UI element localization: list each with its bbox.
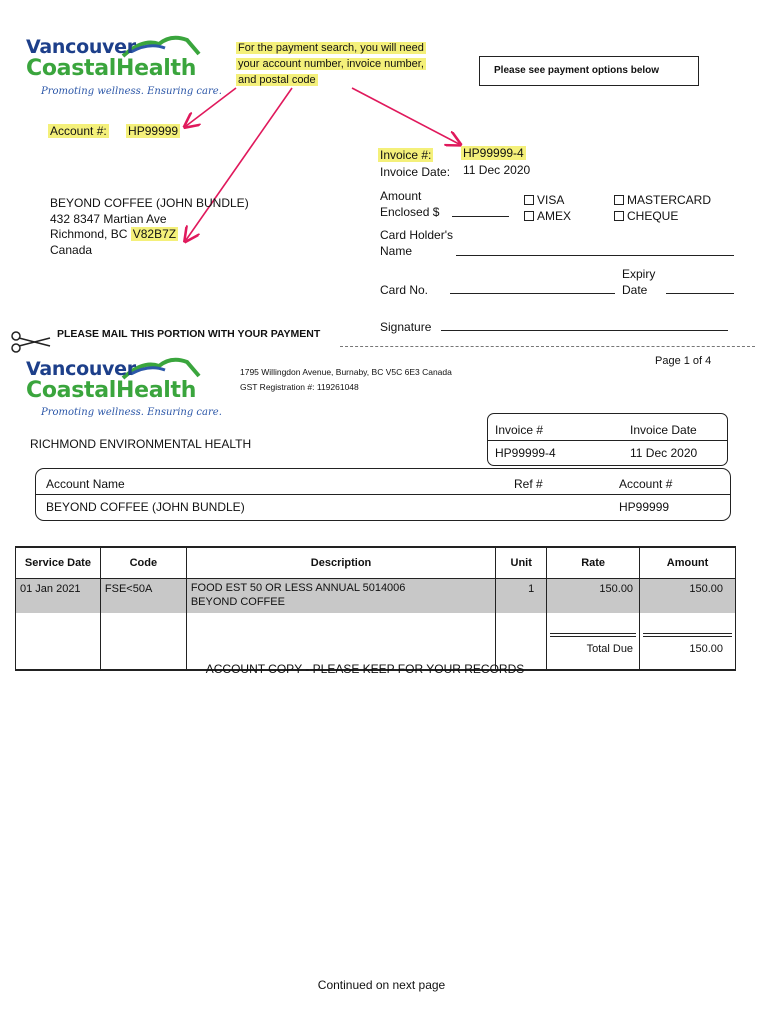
total-value: 150.00 xyxy=(640,639,736,670)
note-line2: your account number, invoice number, xyxy=(238,58,424,70)
cell-service-date: 01 Jan 2021 xyxy=(16,579,101,614)
customer-address xyxy=(50,196,249,258)
payment-options-text: Please see payment options below xyxy=(494,65,660,76)
header-rate: Rate xyxy=(547,547,640,579)
scissors-icon xyxy=(10,330,54,354)
logo-tagline: Promoting wellness. Ensuring care. xyxy=(41,407,222,418)
customer-postal: V82B7Z xyxy=(132,227,177,241)
table-header xyxy=(16,547,736,579)
invoice-date-header: Invoice Date xyxy=(630,423,697,437)
cell-code: FSE<50A xyxy=(100,579,186,614)
invoice-info-box xyxy=(487,413,728,466)
header-description: Description xyxy=(186,547,495,579)
mail-notice: PLEASE MAIL THIS PORTION WITH YOUR PAYMENT xyxy=(57,328,321,340)
account-name-value: BEYOND COFFEE (JOHN BUNDLE) xyxy=(46,500,245,514)
customer-name: BEYOND COFFEE (JOHN BUNDLE) xyxy=(50,196,249,210)
mastercard-option[interactable]: MASTERCARD xyxy=(614,192,711,208)
total-label: Total Due xyxy=(547,639,640,670)
amex-option[interactable]: AMEX xyxy=(524,208,571,224)
logo-line2: CoastalHealth xyxy=(26,56,197,81)
amount-label: Amount Enclosed $ xyxy=(380,189,440,219)
account-row xyxy=(48,124,180,138)
cardholder-label: Card Holder's Name xyxy=(380,228,453,258)
header-unit: Unit xyxy=(496,547,547,579)
signature-field[interactable] xyxy=(441,330,728,331)
cell-description: FOOD EST 50 OR LESS ANNUAL 5014006 BEYOND COFFEE xyxy=(186,579,495,614)
account-label: Account #: xyxy=(50,124,107,138)
note-line3: and postal code xyxy=(238,74,316,86)
cut-line xyxy=(340,346,755,347)
header-service-date: Service Date xyxy=(16,547,101,579)
company-address: 1795 Willingdon Avenue, Burnaby, BC V5C 6E3 Canada xyxy=(240,367,452,377)
logo-line1: Vancouver xyxy=(26,36,136,58)
cell-rate: 150.00 xyxy=(547,579,640,614)
cell-unit: 1 xyxy=(496,579,547,614)
page-number: Page 1 of 4 xyxy=(655,355,712,367)
invoice-label: Invoice #: xyxy=(380,148,432,162)
cheque-option[interactable]: CHEQUE xyxy=(614,208,711,224)
gst-registration: GST Registration #: 119261048 xyxy=(240,382,359,392)
amex-checkbox[interactable] xyxy=(524,211,534,221)
invoice-value: HP99999-4 xyxy=(463,146,524,160)
account-no-value: HP99999 xyxy=(619,500,670,514)
header-amount: Amount xyxy=(640,547,736,579)
logo-line1: Vancouver xyxy=(26,358,136,380)
ref-label: Ref # xyxy=(514,477,543,491)
note-line1: For the payment search, you will need xyxy=(238,42,424,54)
customer-city: Richmond, BC xyxy=(50,227,128,241)
payment-options-box xyxy=(479,56,699,86)
arrow-to-account xyxy=(186,88,236,126)
logo-tagline: Promoting wellness. Ensuring care. xyxy=(41,86,222,97)
account-info-box xyxy=(35,468,731,521)
account-name-label: Account Name xyxy=(46,477,125,491)
card-no-label: Card No. xyxy=(380,283,429,297)
table-row xyxy=(16,579,736,614)
expiry-label: Expiry Date xyxy=(622,267,656,297)
account-copy-notice: ACCOUNT COPY - PLEASE KEEP FOR YOUR RECORDS xyxy=(205,662,525,676)
card-options-right xyxy=(614,192,711,224)
continued-notice: Continued on next page xyxy=(317,978,446,992)
card-options-left xyxy=(524,192,571,224)
invoice-date-cell: 11 Dec 2020 xyxy=(630,446,698,460)
customer-country: Canada xyxy=(50,242,93,257)
invoice-no-label: Invoice # xyxy=(495,423,544,437)
invoice-date-value: 11 Dec 2020 xyxy=(463,163,531,177)
mastercard-checkbox[interactable] xyxy=(614,195,624,205)
visa-checkbox[interactable] xyxy=(524,195,534,205)
vch-logo-invoice xyxy=(26,354,222,422)
invoice-date-label: Invoice Date: xyxy=(380,165,451,179)
department-name: RICHMOND ENVIRONMENTAL HEALTH xyxy=(30,437,252,451)
account-no-label: Account # xyxy=(619,477,673,491)
cell-amount: 150.00 xyxy=(640,579,736,614)
account-value: HP99999 xyxy=(128,124,179,138)
logo-line2: CoastalHealth xyxy=(26,378,197,403)
expiry-field[interactable] xyxy=(666,293,734,294)
arrow-to-invoice xyxy=(352,88,459,144)
line-items-table xyxy=(15,546,736,671)
card-no-field[interactable] xyxy=(450,293,615,294)
cheque-checkbox[interactable] xyxy=(614,211,624,221)
cardholder-field[interactable] xyxy=(456,255,734,256)
signature-label: Signature xyxy=(380,320,432,334)
customer-street: 432 8347 Martian Ave xyxy=(50,211,167,226)
visa-option[interactable]: VISA xyxy=(524,192,571,208)
amount-field[interactable] xyxy=(452,216,509,217)
header-code: Code xyxy=(100,547,186,579)
invoice-no-value: HP99999-4 xyxy=(495,446,556,460)
